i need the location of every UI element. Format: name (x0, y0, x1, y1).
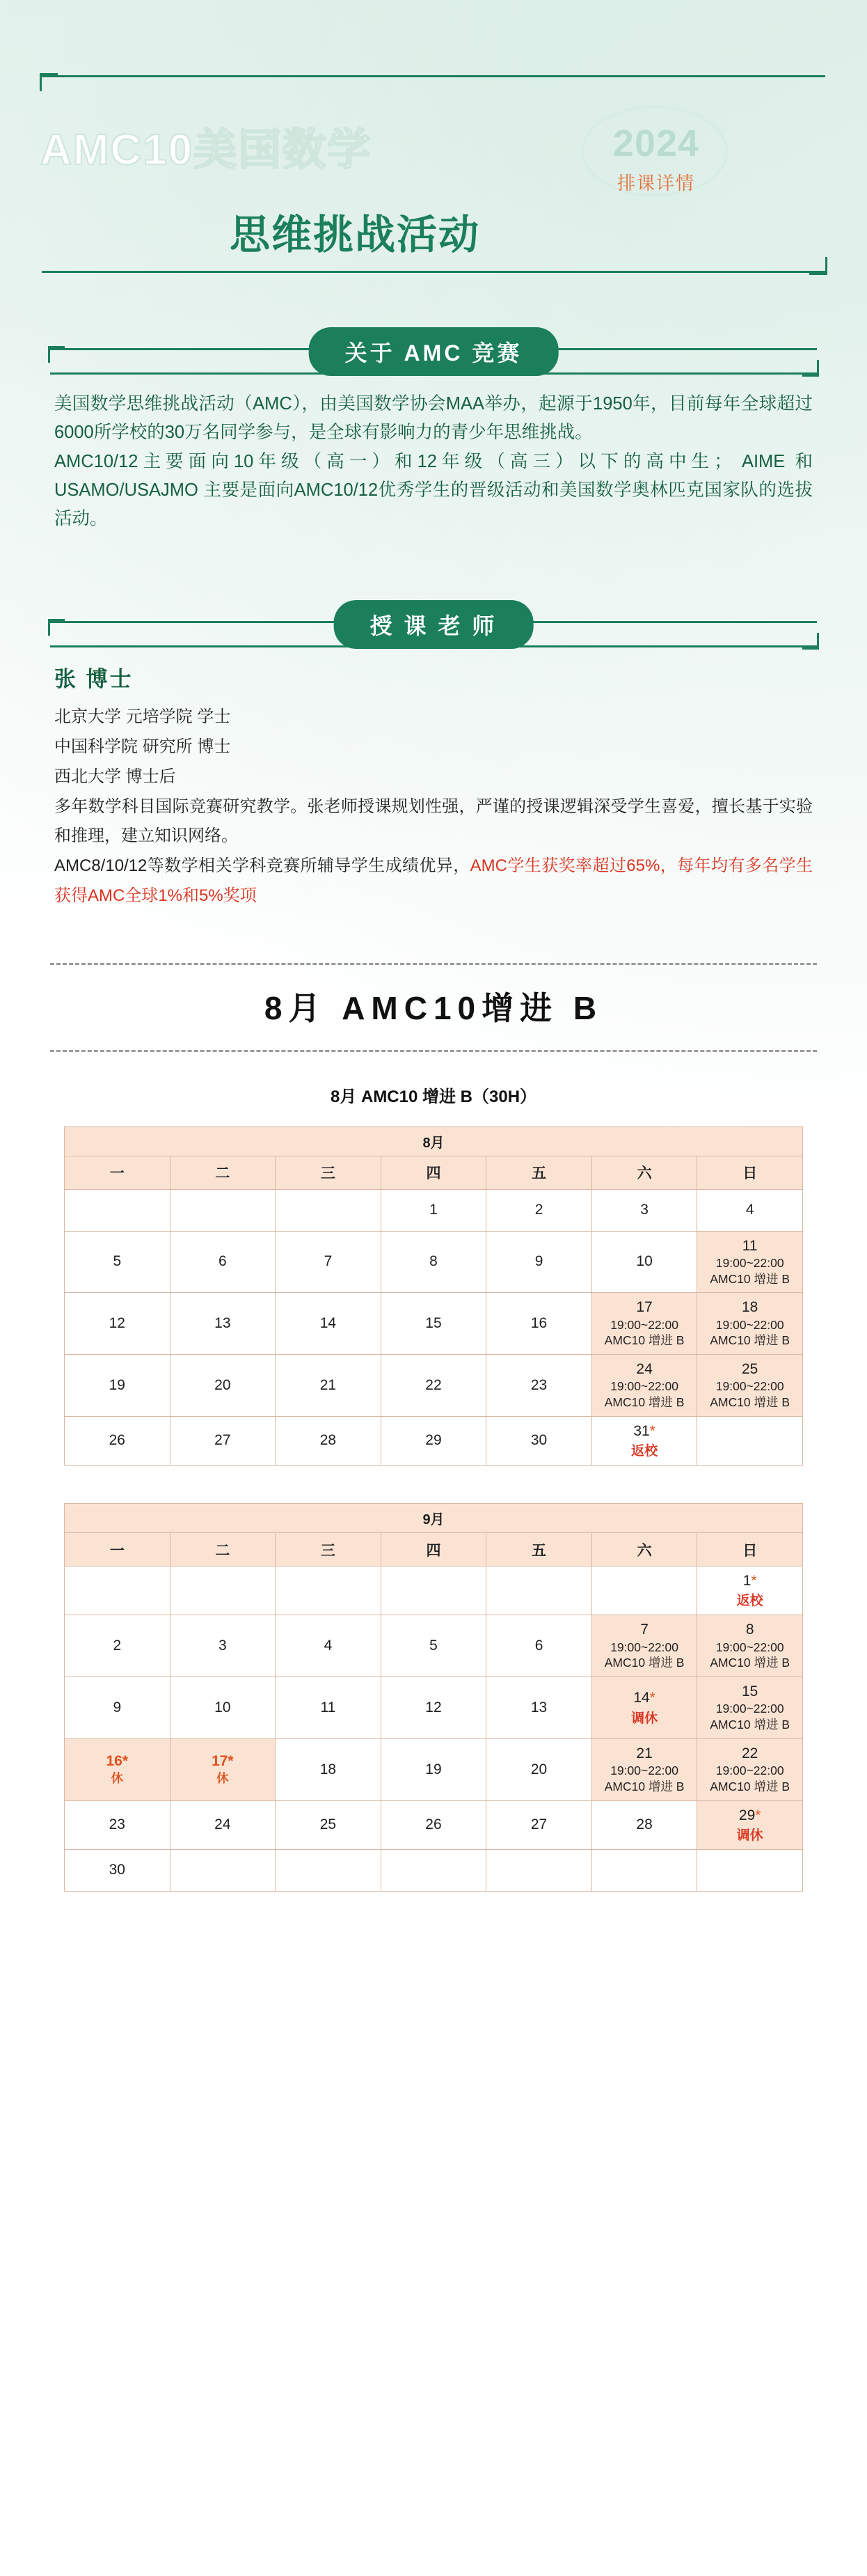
calendar-day-number: 6 (218, 1253, 227, 1270)
calendar-day-cell (170, 1800, 276, 1849)
calendar-day-number: 16* (106, 1753, 129, 1770)
calendar-day-cell (486, 1293, 592, 1355)
calendar-day-cell (276, 1355, 381, 1417)
calendar-day-note: 调休 (631, 1711, 658, 1726)
calendar-day-cell (486, 1566, 592, 1615)
calendar-day-course-label: AMC10 增进 B (710, 1656, 790, 1670)
calendar-day-number: 15 (425, 1315, 442, 1332)
calendar-day-time: 19:00~22:00 (715, 1317, 784, 1332)
calendar-day-number: 12 (425, 1699, 442, 1715)
calendar-day-cell (276, 1849, 381, 1891)
calendar-day-number: 23 (109, 1816, 125, 1833)
calendar-weekday-0: 一 (65, 1533, 170, 1566)
calendar-week-row (65, 1416, 803, 1465)
calendar-weekday-1: 二 (170, 1533, 276, 1566)
calendar-day-number: 18 (319, 1761, 337, 1777)
calendar-week-row (65, 1800, 803, 1849)
calendar-gap (64, 1466, 803, 1503)
calendar-day-number: 21 (636, 1745, 653, 1761)
calendar-day-cell (591, 1231, 697, 1293)
teacher-heading-corner-br (802, 633, 819, 650)
course-subtitle: 8月 AMC10 增进 B（30H） (330, 1087, 537, 1106)
calendar-day-course-label: AMC10 增进 B (604, 1333, 685, 1348)
calendar-day-cell (170, 1849, 276, 1891)
calendar-day-cell (276, 1800, 381, 1849)
teacher-bio-2-plain: AMC8/10/12等数学相关学科竞赛所辅导学生成绩优异， (54, 856, 470, 876)
calendar-day-number: 19 (425, 1761, 442, 1777)
calendar-day-note: 休 (111, 1771, 124, 1786)
calendar-day-cell (65, 1293, 170, 1355)
calendar-day-cell (170, 1677, 276, 1739)
calendar-day-cell (697, 1677, 803, 1739)
about-heading-corner-tl (48, 346, 65, 363)
calendar-day-number: 2 (534, 1201, 543, 1218)
calendar-day-cell (65, 1189, 170, 1231)
about-body (54, 390, 813, 533)
calendar-day-cell (381, 1800, 486, 1849)
calendar-table (64, 1503, 803, 1892)
calendar-weekday-5: 六 (591, 1533, 697, 1566)
calendar-day-cell (65, 1800, 170, 1849)
calendar-week-row (65, 1615, 803, 1677)
calendar-day-number: 13 (530, 1699, 548, 1715)
calendar-week-row (65, 1231, 803, 1293)
calendar-day-time: 19:00~22:00 (715, 1255, 784, 1270)
calendar-day-time: 19:00~22:00 (610, 1317, 678, 1332)
calendar-day-time: 19:00~22:00 (610, 1640, 678, 1654)
year-badge (590, 122, 722, 195)
calendar-day-number: 29 (425, 1432, 442, 1449)
calendar-day-cell (697, 1355, 803, 1417)
calendar-day-number: 3 (640, 1201, 649, 1218)
calendar-day-cell (591, 1849, 697, 1891)
calendar-day-number: 3 (218, 1638, 227, 1654)
calendar-day-number: 1 (429, 1201, 438, 1218)
calendar-day-cell (486, 1615, 592, 1677)
calendar-day-cell (381, 1355, 486, 1417)
calendar-table (64, 1126, 803, 1466)
calendar-day-cell (591, 1615, 697, 1677)
calendar-day-number: 25 (319, 1816, 337, 1833)
calendar-day-time: 19:00~22:00 (715, 1764, 784, 1778)
calendar-day-cell (486, 1355, 592, 1417)
calendar-day-cell (276, 1189, 381, 1231)
calendar-month-row (65, 1504, 803, 1533)
teacher-credential-0: 北京大学 元培学院 学士 (54, 707, 231, 727)
calendar-day-cell (486, 1800, 592, 1849)
calendar-day-cell (697, 1293, 803, 1355)
hero-top-rule (42, 75, 825, 77)
calendar-day-cell (276, 1677, 381, 1739)
calendar-day-number: 19 (109, 1376, 125, 1393)
calendar-day-cell (381, 1416, 486, 1465)
calendar-day-cell (486, 1738, 592, 1800)
calendar-day-course-label: AMC10 增进 B (710, 1395, 790, 1410)
about-paragraph-1: 美国数学思维挑战活动（AMC），由美国数学协会MAA举办，起源于1950年，目前每年全球超过6000所学校的30万名同学参与，是全球有影响力的青少年思维挑战。 (54, 394, 813, 443)
calendar-day-cell (170, 1566, 276, 1615)
calendar-day-cell (276, 1231, 381, 1293)
calendar-day-number: 4 (324, 1638, 333, 1654)
calendar-day-cell (381, 1566, 486, 1615)
calendar-day-cell (381, 1189, 486, 1231)
course-title-block (50, 963, 817, 1052)
calendar-day-number: 26 (109, 1432, 125, 1449)
calendar-day-cell (65, 1355, 170, 1417)
calendar-day-cell (170, 1231, 276, 1293)
calendar-day-cell (486, 1416, 592, 1465)
calendar-weekday-2: 三 (276, 1533, 381, 1566)
calendar-day-number: 9 (113, 1699, 122, 1715)
calendar-day-number: 1* (742, 1573, 757, 1589)
calendar-day-number: 17 (636, 1299, 653, 1316)
calendar-day-course-label: AMC10 增进 B (710, 1779, 790, 1793)
calendar-day-note: 调休 (736, 1828, 763, 1843)
poster-title-line2: 思维挑战活动 (230, 212, 481, 258)
calendar-day-number: 14 (319, 1315, 337, 1332)
calendar-weekday-0: 一 (65, 1156, 170, 1189)
calendar-week-row (65, 1677, 803, 1739)
calendar-day-cell (381, 1738, 486, 1800)
calendar-day-star-icon: * (122, 1753, 129, 1770)
calendar-day-course-label: AMC10 增进 B (604, 1395, 685, 1410)
calendar-day-cell (591, 1738, 697, 1800)
calendar-weekday-2: 三 (276, 1156, 381, 1189)
calendar-day-number: 28 (319, 1432, 337, 1449)
hero-corner-bottom-right (809, 257, 827, 275)
calendar-day-cell (276, 1416, 381, 1465)
calendar-day-number: 31* (633, 1422, 655, 1439)
calendar-week-row (65, 1566, 803, 1615)
calendar-day-number: 11 (742, 1237, 758, 1254)
calendar-day-number: 27 (214, 1432, 231, 1449)
calendar-day-cell (591, 1189, 697, 1231)
calendar-day-course-label: AMC10 增进 B (710, 1271, 790, 1286)
teacher-heading-label: 授 课 老 师 (334, 600, 534, 649)
calendar-day-cell (170, 1189, 276, 1231)
calendar-month-row (65, 1126, 803, 1156)
teacher-credential-2: 西北大学 博士后 (54, 767, 176, 786)
calendar-day-course-label: AMC10 增进 B (710, 1718, 790, 1732)
calendar-day-number: 16 (530, 1315, 548, 1332)
calendar-day-number: 10 (214, 1699, 231, 1715)
calendar-day-number: 26 (425, 1816, 442, 1833)
year-subtitle: 排课详情 (617, 173, 695, 194)
calendar-day-cell (486, 1677, 592, 1739)
calendar-day-cell (486, 1189, 592, 1231)
about-heading-label: 关于 AMC 竞赛 (309, 327, 559, 376)
calendar-month-label: 9月 (65, 1504, 803, 1533)
calendar-day-cell (697, 1849, 803, 1891)
calendar-day-time: 19:00~22:00 (610, 1764, 678, 1778)
calendar-day-star-icon: * (228, 1753, 234, 1770)
calendar-day-number: 21 (319, 1376, 337, 1393)
calendar-day-number: 7 (324, 1253, 333, 1270)
calendar-day-time: 19:00~22:00 (610, 1379, 678, 1394)
teacher-bio-2-highlight: AMC学生获奖率超过65%，每年均有多名学生获得AMC全球1%和5%奖项 (54, 856, 813, 905)
calendar-day-star-icon: * (649, 1422, 655, 1439)
poster-title-line1: AMC10美国数学 (40, 126, 372, 174)
calendar-day-star-icon: * (649, 1690, 655, 1706)
calendar-month-label: 8月 (65, 1126, 803, 1156)
calendar-day-number: 5 (429, 1638, 438, 1654)
calendar-day-cell (276, 1615, 381, 1677)
calendar-week-row (65, 1355, 803, 1417)
calendar-day-cell (697, 1738, 803, 1800)
course-title: 8月 AMC10增进 B (264, 989, 603, 1026)
calendar-day-course-label: AMC10 增进 B (604, 1779, 685, 1793)
hero-header (0, 0, 867, 327)
calendar-day-time: 19:00~22:00 (715, 1379, 784, 1394)
calendar-day-cell (65, 1677, 170, 1739)
calendar-day-number: 24 (214, 1816, 231, 1833)
teacher-bio: 多年数学科目国际竞赛研究教学。张老师授课规划性强，严谨的授课逻辑深受学生喜爱，擅长基于实验和推理，建立知识网络。 (54, 796, 813, 846)
calendar-day-course-label: AMC10 增进 B (710, 1333, 790, 1348)
calendar-day-number: 30 (530, 1432, 548, 1449)
calendar-week-row (65, 1738, 803, 1800)
calendar-weekday-row (65, 1156, 803, 1189)
calendar-day-cell (170, 1293, 276, 1355)
calendar-weekday-3: 四 (381, 1533, 486, 1566)
calendar-day-cell (697, 1189, 803, 1231)
calendar-day-number: 20 (214, 1376, 231, 1393)
calendar-day-number: 8 (745, 1621, 754, 1638)
calendar-day-cell (65, 1566, 170, 1615)
calendar-day-cell (170, 1615, 276, 1677)
calendar-day-note: 返校 (736, 1594, 763, 1609)
calendar-day-note: 返校 (631, 1444, 658, 1459)
calendar-day-cell (591, 1293, 697, 1355)
calendar-day-cell (591, 1800, 697, 1849)
calendar-day-cell (591, 1566, 697, 1615)
calendar-day-star-icon: * (755, 1807, 761, 1823)
hero-corner-top-left (40, 73, 58, 91)
calendar-day-cell (381, 1849, 486, 1891)
calendar-day-cell (276, 1566, 381, 1615)
calendar-day-cell (591, 1677, 697, 1739)
calendar-day-time: 19:00~22:00 (715, 1640, 784, 1654)
calendar-weekday-5: 六 (591, 1156, 697, 1189)
calendar-day-number: 7 (640, 1621, 649, 1638)
calendar-weekday-4: 五 (486, 1156, 592, 1189)
calendar-day-number: 28 (636, 1816, 653, 1833)
calendar-day-time: 19:00~22:00 (715, 1702, 784, 1716)
calendar-day-cell (697, 1800, 803, 1849)
calendar-day-number: 4 (745, 1201, 754, 1218)
calendar-day-cell (381, 1615, 486, 1677)
calendar-day-number: 15 (742, 1683, 758, 1700)
teacher-section-heading (50, 600, 817, 643)
calendar-day-note: 休 (216, 1771, 229, 1786)
calendar-day-cell (697, 1566, 803, 1615)
teacher-heading-corner-tl (48, 619, 65, 636)
calendar-day-number: 6 (534, 1638, 543, 1654)
calendar-day-number: 20 (530, 1761, 548, 1777)
calendar-day-number: 12 (109, 1315, 125, 1332)
calendar-day-cell (170, 1738, 276, 1800)
calendar-weekday-6: 日 (697, 1533, 803, 1566)
about-heading-corner-br (802, 360, 819, 377)
calendar-day-number: 25 (742, 1361, 758, 1378)
calendar-day-cell (65, 1849, 170, 1891)
calendar-day-number: 2 (113, 1638, 122, 1654)
calendar-day-course-label: AMC10 增进 B (604, 1656, 685, 1670)
teacher-bio-2 (54, 851, 813, 911)
calendar-day-cell (170, 1416, 276, 1465)
calendar-day-cell (591, 1416, 697, 1465)
calendar-day-cell (65, 1615, 170, 1677)
calendar-day-number: 17* (212, 1753, 234, 1770)
about-section-heading (50, 327, 817, 370)
calendar-day-number: 5 (113, 1253, 122, 1270)
about-paragraph-2: AMC10/12主要面向10年级（高一）和12年级（高三）以下的高中生； AIME 和 USAMO/USAJMO 主要是面向AMC10/12优秀学生的晋级活动和美国数学奥林匹克国家队的选拔活动。 (54, 451, 813, 529)
calendar-day-number: 30 (109, 1862, 125, 1878)
calendar-day-cell (170, 1355, 276, 1417)
calendar-weekday-row (65, 1533, 803, 1566)
calendar-day-cell (486, 1231, 592, 1293)
calendar-day-number: 10 (636, 1253, 653, 1270)
teacher-name: 张 博士 (54, 667, 134, 692)
calendar-day-cell (697, 1231, 803, 1293)
calendar-week-row (65, 1849, 803, 1891)
year-text: 2024 (612, 123, 700, 164)
calendar-day-number: 22 (425, 1376, 442, 1393)
calendar-day-number: 23 (530, 1376, 548, 1393)
calendar-day-number: 22 (742, 1745, 758, 1761)
calendar-day-number: 29* (738, 1807, 761, 1823)
teacher-details (54, 702, 813, 911)
calendar-day-cell (381, 1231, 486, 1293)
calendar-day-cell (276, 1293, 381, 1355)
teacher-credential-1: 中国科学院 研究所 博士 (54, 737, 231, 757)
calendar-week-row (65, 1293, 803, 1355)
calendar-day-cell (65, 1738, 170, 1800)
calendar-day-cell (276, 1738, 381, 1800)
calendar-day-number: 13 (214, 1315, 231, 1332)
calendar-day-cell (65, 1416, 170, 1465)
calendar-week-row (65, 1189, 803, 1231)
calendar-day-star-icon: * (751, 1573, 757, 1589)
calendar-day-cell (697, 1615, 803, 1677)
calendar-day-cell (486, 1849, 592, 1891)
calendar-area (64, 1126, 803, 1892)
calendar-weekday-6: 日 (697, 1156, 803, 1189)
calendar-day-number: 8 (429, 1253, 438, 1270)
calendar-day-cell (591, 1355, 697, 1417)
calendar-weekday-3: 四 (381, 1156, 486, 1189)
hero-bottom-rule (42, 271, 825, 273)
calendar-weekday-1: 二 (170, 1156, 276, 1189)
calendar-day-cell (381, 1677, 486, 1739)
calendar-day-cell (65, 1231, 170, 1293)
calendar-day-number: 9 (534, 1253, 543, 1270)
calendar-day-number: 24 (636, 1361, 653, 1378)
calendar-day-cell (381, 1293, 486, 1355)
calendar-weekday-4: 五 (486, 1533, 592, 1566)
calendar-day-number: 11 (320, 1699, 336, 1715)
calendar-day-cell (697, 1416, 803, 1465)
calendar-day-number: 18 (742, 1299, 758, 1316)
calendar-day-number: 27 (530, 1816, 548, 1833)
calendar-day-number: 14* (633, 1690, 655, 1706)
